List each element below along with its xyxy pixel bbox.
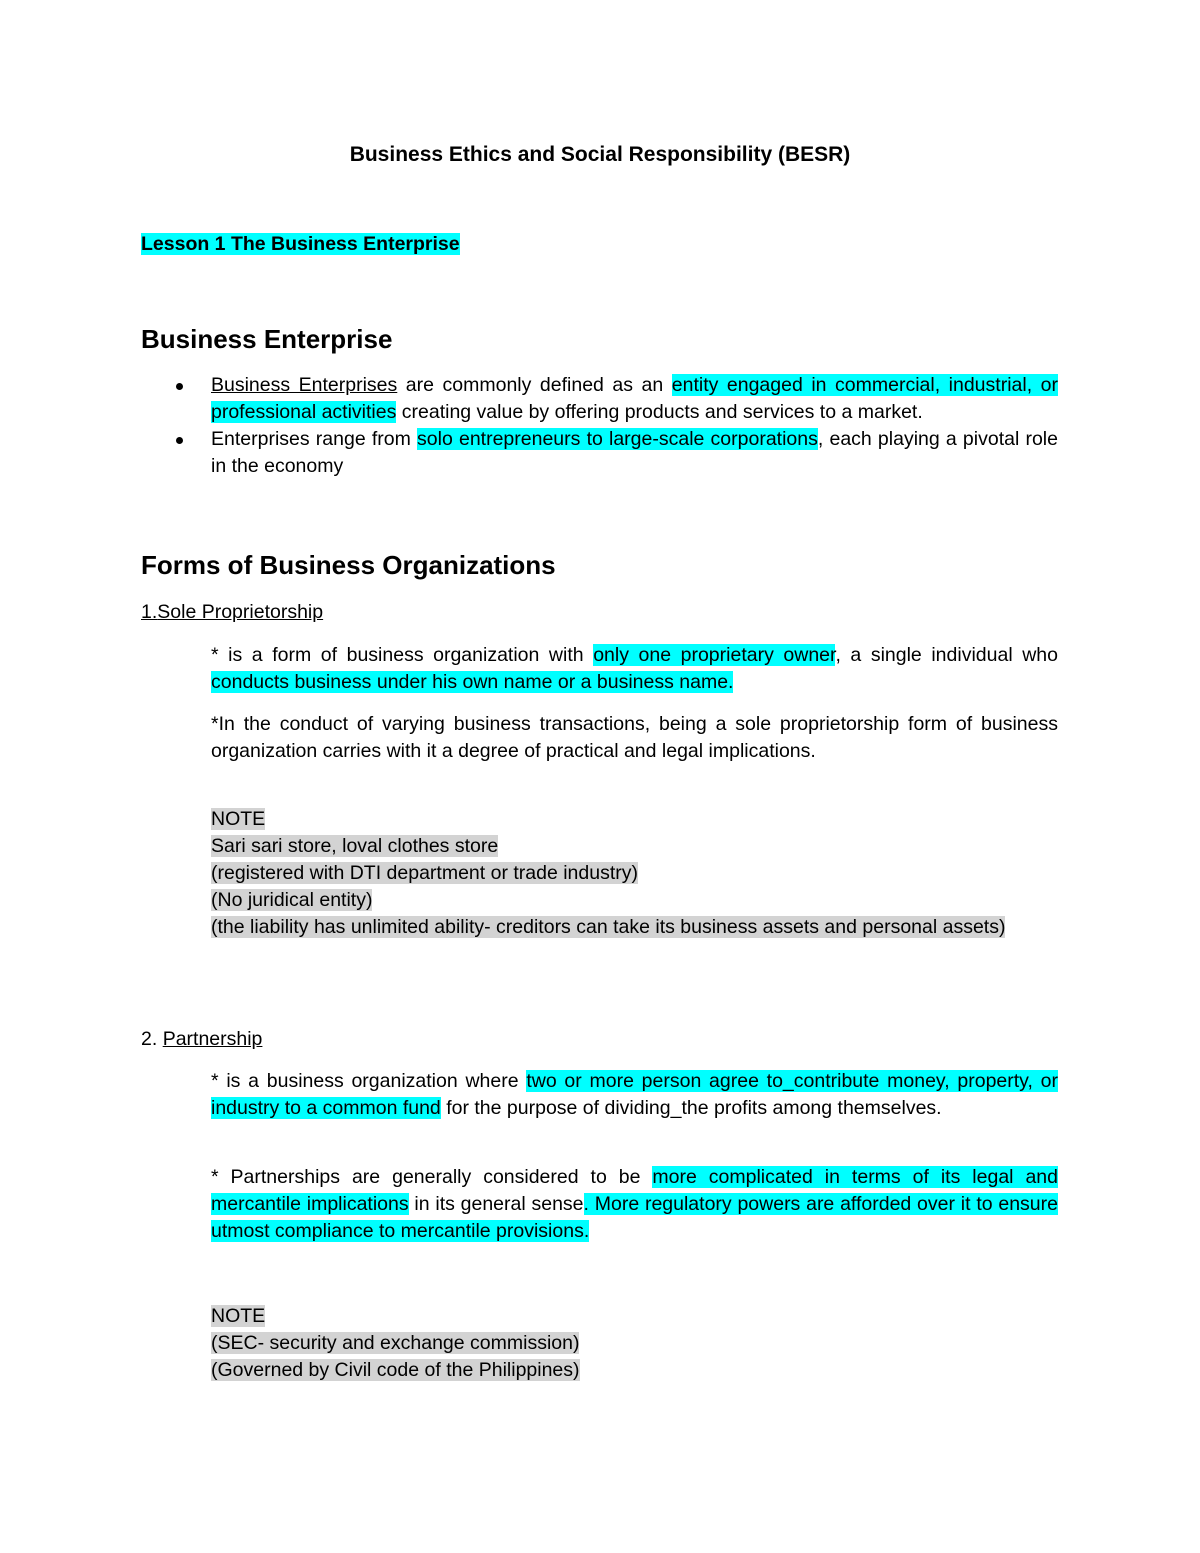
paragraph-text: * is a business organization where xyxy=(211,1070,527,1092)
bullet-text: are commonly defined as an xyxy=(397,374,672,396)
lesson-heading xyxy=(141,230,460,258)
note-text: (Governed by Civil code of the Philippines) xyxy=(211,1359,580,1381)
note-line xyxy=(211,1357,1058,1384)
bullet-text: Enterprises range from xyxy=(211,428,418,450)
sole-prop-definition xyxy=(211,642,1058,696)
highlighted-text: entity engaged in commercial, industrial, or professional activities xyxy=(211,374,1058,423)
note-text: (No juridical entity) xyxy=(211,889,373,911)
note-line xyxy=(211,833,1058,860)
note-title: NOTE xyxy=(211,1305,266,1327)
bullet-icon xyxy=(176,383,183,390)
item-number: 1. xyxy=(141,601,158,623)
item-label: Partnership xyxy=(162,1028,263,1050)
paragraph-text: * is a form of business organization with xyxy=(211,644,594,666)
partnership-implications xyxy=(211,1164,1058,1245)
note-text: (registered with DTI department or trade industry) xyxy=(211,862,639,884)
bullet-item xyxy=(141,426,1058,480)
highlighted-text: solo entrepreneurs to large-scale corporations xyxy=(417,428,818,450)
item-label: Sole Proprietorship xyxy=(157,601,324,623)
item-heading-sole-proprietorship xyxy=(141,598,323,626)
note-text: Sari sari store, loval clothes store xyxy=(211,835,499,857)
highlighted-text: . More regulatory powers are afforded over it to ensure utmost compliance to mercantile provisions. xyxy=(211,1193,1058,1242)
highlighted-text: two or more person agree to_contribute money, property, or industry to a common fund xyxy=(211,1070,1058,1119)
paragraph-text: in its general sense xyxy=(408,1193,584,1215)
term-business-enterprises: Business Enterprises xyxy=(211,374,398,396)
paragraph-text: , a single individual who xyxy=(835,644,1058,666)
note-line xyxy=(211,860,1058,887)
highlighted-text: conducts business under his own name or a business name. xyxy=(211,671,734,693)
sole-prop-implications: *In the conduct of varying business transactions, being a sole proprietorship form of business organization carries with it a degree of practical and legal implications. xyxy=(211,713,1058,762)
bullet-list xyxy=(141,372,1058,480)
bullet-item xyxy=(141,372,1058,426)
partnership-definition xyxy=(211,1068,1058,1122)
note-text: (SEC- security and exchange commission) xyxy=(211,1332,580,1354)
note-line xyxy=(211,914,1058,941)
highlighted-text: only one proprietary owner xyxy=(593,644,836,666)
bullet-text: , each playing a pivotal role in the economy xyxy=(211,428,1058,477)
highlighted-text: more complicated in terms of its legal and mercantile implications xyxy=(211,1166,1058,1215)
section-heading-forms: Forms of Business Organizations xyxy=(141,550,556,580)
document-title: Business Ethics and Social Responsibility (BESR) xyxy=(349,143,851,166)
section-heading-business-enterprise: Business Enterprise xyxy=(141,324,393,354)
note-title: NOTE xyxy=(211,808,266,830)
paragraph-text: * Partnerships are generally considered to be xyxy=(211,1166,653,1188)
note-line xyxy=(211,887,1058,914)
sole-prop-note xyxy=(211,806,1058,941)
item-number: 2. xyxy=(141,1028,163,1050)
note-line xyxy=(211,806,1058,833)
lesson-heading-text: Lesson 1 The Business Enterprise xyxy=(141,233,460,255)
note-line xyxy=(211,1303,1058,1330)
partnership-note xyxy=(211,1303,1058,1384)
note-line xyxy=(211,1330,1058,1357)
bullet-text: creating value by offering products and services to a market. xyxy=(396,401,923,423)
bullet-icon xyxy=(176,437,183,444)
paragraph-text: for the purpose of dividing_the profits among themselves. xyxy=(440,1097,942,1119)
item-heading-partnership xyxy=(141,1025,262,1053)
note-text: (the liability has unlimited ability- creditors can take its business assets and personal assets) xyxy=(211,916,1006,938)
